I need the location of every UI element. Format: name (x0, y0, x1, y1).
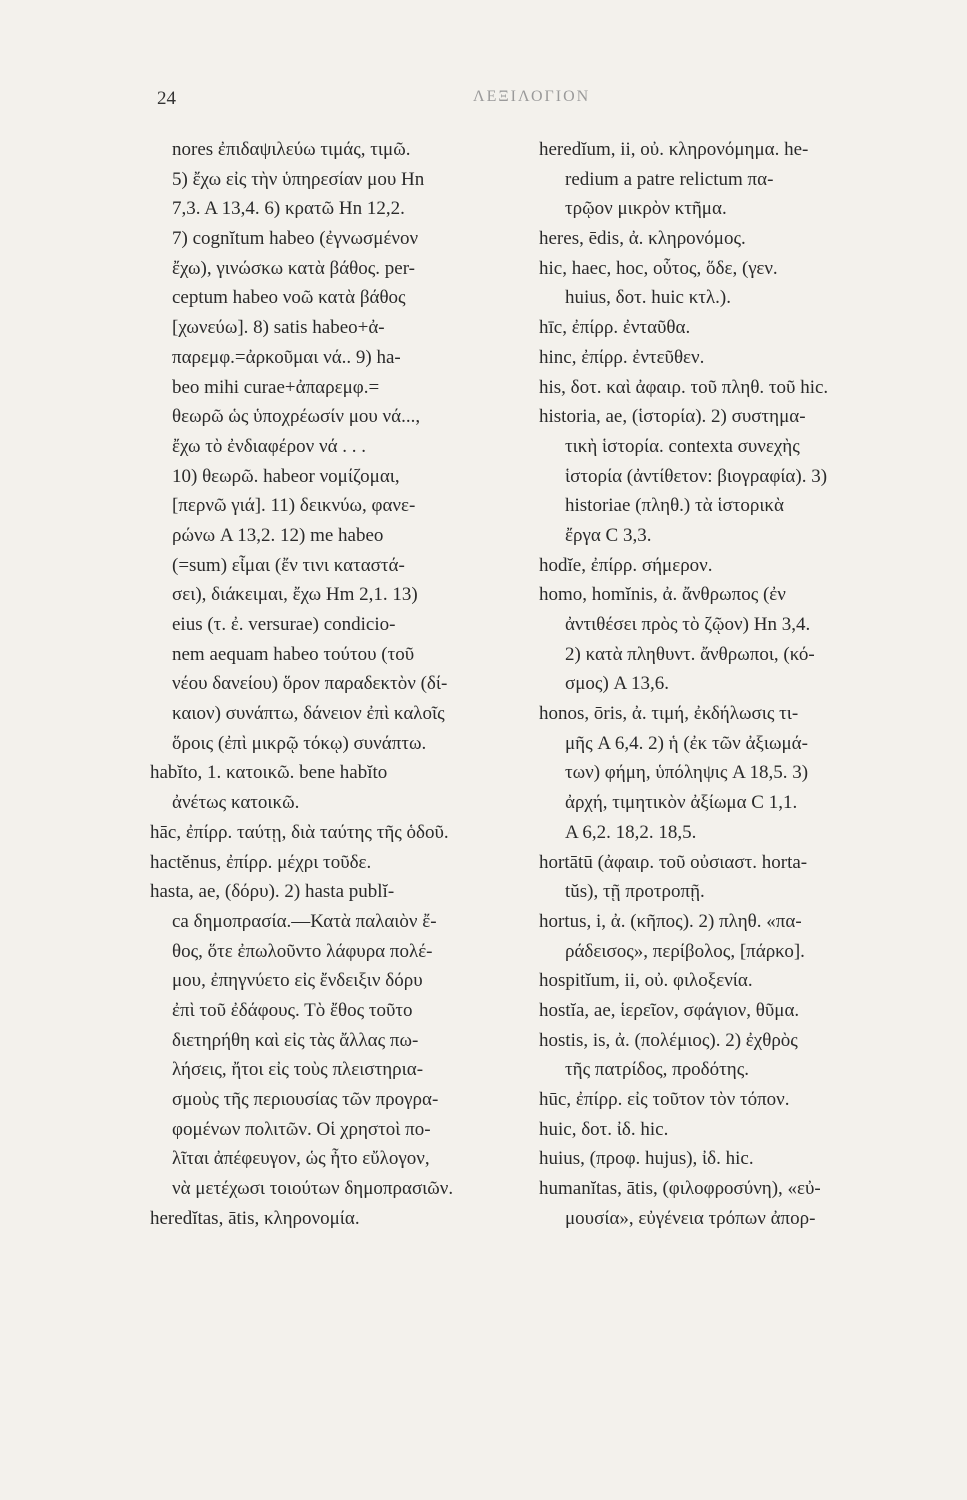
text-line: των) φήμη, ὑπόληψις A 18,5. 3) (565, 762, 809, 784)
text-line: ἔχω τὸ ἐνδιαφέρον νά . . . (172, 435, 367, 457)
text-line: μουσία», εὐγένεια τρόπων ἀπορ- (565, 1207, 816, 1229)
text-line: ἀνέτως κατοικῶ. (172, 792, 300, 814)
text-line: homo, homĭnis, ἀ. ἄνθρωπος (ἐν (539, 584, 786, 606)
text-line: νὰ μετέχωσι τοιούτων δημοπρασιῶν. (172, 1178, 454, 1200)
text-line: τικὴ ἱστορία. contexta συνεχὴς (565, 435, 800, 457)
text-line: hasta, ae, (δόρυ). 2) hasta publĭ- (150, 881, 395, 903)
text-line: nem aequam habeo τούτου (τοῦ (172, 643, 415, 665)
text-line: μου, ἐπηγνύετο εἰς ἔνδειξιν δόρυ (172, 970, 423, 992)
text-line: παρεμφ.=ἀρκοῦμαι νά.. 9) ha- (172, 346, 401, 368)
text-line: λῖται ἀπέφευγον, ὡς ἦτο εὔλογον, (172, 1148, 430, 1170)
text-line: heres, ēdis, ἀ. κληρονόμος. (539, 228, 746, 250)
text-line: μῆς A 6,4. 2) ἡ (ἐκ τῶν ἀξιωμά- (565, 732, 808, 754)
text-line: [χωνεύω]. 8) satis habeo+ἀ- (172, 317, 385, 339)
text-line: ἔχω), γινώσκω κατὰ βάθος. per- (172, 257, 415, 279)
text-line: ἔργα C 3,3. (565, 524, 652, 546)
text-line: σμοὺς τῆς περιουσίας τῶν προγρα- (172, 1089, 439, 1110)
page-number: 24 (157, 88, 176, 109)
running-title: ΛΕΞΙΛΟΓΙΟΝ (473, 88, 591, 105)
text-line: hīc, ἐπίρρ. ἐνταῦθα. (539, 317, 691, 339)
text-line: habĭto, 1. κατοικῶ. bene habĭto (150, 762, 388, 784)
text-line: heredĭtas, ātis, κληρονομία. (150, 1207, 360, 1229)
text-line: τρῷον μικρὸν κτῆμα. (565, 198, 727, 220)
text-line: honos, ōris, ἀ. τιμή, ἐκδήλωσις τι- (539, 703, 799, 725)
text-line: ρώνω A 13,2. 12) me habeo (172, 524, 384, 546)
text-line: θεωρῶ ὡς ὑποχρέωσίν μου νά..., (172, 406, 421, 428)
text-line: [περνῶ γιά]. 11) δεικνύω, φανε- (172, 495, 416, 517)
text-line: 7) cognĭtum habeo (ἐγνωσμένον (172, 228, 419, 250)
text-line: redium a patre relictum πα- (565, 168, 774, 190)
text-line: humanĭtas, ātis, (φιλοφροσύνη), «εὐ- (539, 1178, 821, 1200)
text-line: hodĭe, ἐπίρρ. σήμερον. (539, 554, 713, 576)
text-line: A 6,2. 18,2. 18,5. (565, 821, 697, 843)
text-line: θος, ὅτε ἐπωλοῦντο λάφυρα πολέ- (172, 940, 433, 962)
text-line: 7,3. A 13,4. 6) κρατῶ Hn 12,2. (172, 198, 405, 220)
text-line: ράδεισος», περίβολος, [πάρκο]. (565, 940, 805, 962)
right-column (539, 135, 934, 1233)
left-column (150, 135, 518, 1233)
text-line: ἀρχή, τιμητικὸν ἀξίωμα C 1,1. (565, 792, 798, 814)
text-line: τῆς πατρίδος, προδότης. (565, 1059, 749, 1081)
text-line: ἱστορία (ἀντίθετον: βιογραφία). 3) (565, 465, 828, 487)
text-line: historia, ae, (ἱστορία). 2) συστημα- (539, 406, 806, 428)
text-line: καιον) συνάπτω, δάνειον ἐπὶ καλοῖς (172, 703, 445, 725)
text-line: tŭs), τῇ προτροπῇ. (565, 881, 705, 903)
text-line: eius (τ. ἐ. versurae) condicio- (172, 614, 396, 635)
text-line: 10) θεωρῶ. habeor νομίζομαι, (172, 465, 400, 487)
text-line: νέου δανείου) ὅρον παραδεκτὸν (δί- (172, 673, 448, 695)
text-line: beo mihi curae+ἀπαρεμφ.= (172, 376, 380, 398)
text-line: 2) κατὰ πληθυντ. ἄνθρωποι, (κό- (565, 643, 815, 665)
text-line: φομένων πολιτῶν. Οἱ χρηστοὶ πο- (172, 1118, 431, 1140)
text-line: hospitĭum, ii, οὐ. φιλοξενία. (539, 970, 753, 992)
text-line: hic, haec, hoc, οὗτος, ὅδε, (γεν. (539, 257, 778, 279)
text-line: ἐπὶ τοῦ ἐδάφους. Τὸ ἔθος τοῦτο (172, 999, 413, 1021)
text-line: hostis, is, ἀ. (πολέμιος). 2) ἐχθρὸς (539, 1029, 798, 1051)
text-line: ceptum habeo νοῶ κατὰ βάθος (172, 287, 406, 309)
text-line: hortātū (ἀφαιρ. τοῦ οὐσιαστ. horta- (539, 851, 808, 873)
text-line: heredĭum, ii, οὐ. κληρονόμημα. he- (539, 139, 809, 160)
text-line: hortus, i, ἀ. (κῆπος). 2) πληθ. «πα- (539, 910, 802, 932)
text-line: huius, δοτ. huic κτλ.). (565, 287, 731, 309)
text-line: hūc, ἐπίρρ. εἰς τοῦτον τὸν τόπον. (539, 1089, 790, 1110)
text-line: ὅροις (ἐπὶ μικρῷ τόκῳ) συνάπτω. (172, 732, 427, 754)
text-line: λήσεις, ἤτοι εἰς τοὺς πλειστηρια- (172, 1059, 424, 1081)
text-line: σμος) A 13,6. (565, 673, 669, 695)
text-line: nores ἐπιδαψιλεύω τιμάς, τιμῶ. (172, 139, 411, 160)
text-line: 5) ἔχω εἰς τὴν ὑπηρεσίαν μου Hn (172, 168, 425, 190)
text-line: huic, δοτ. ἰδ. hic. (539, 1118, 669, 1140)
text-line: διετηρήθη καὶ εἰς τὰς ἄλλας πω- (172, 1029, 419, 1051)
text-line: hactĕnus, ἐπίρρ. μέχρι τοῦδε. (150, 851, 372, 873)
text-line: σει), διάκειμαι, ἔχω Hm 2,1. 13) (172, 584, 418, 606)
text-line: ἀντιθέσει πρὸς τὸ ζῷον) Hn 3,4. (565, 614, 811, 635)
text-line: (=sum) εἶμαι (ἔν τινι καταστά- (172, 554, 405, 576)
text-line: his, δοτ. καὶ ἀφαιρ. τοῦ πληθ. τοῦ hic. (539, 376, 829, 398)
text-line: hostĭa, ae, ἱερεῖον, σφάγιον, θῦμα. (539, 999, 800, 1021)
text-line: huius, (προφ. hujus), ἰδ. hic. (539, 1148, 754, 1170)
text-line: hinc, ἐπίρρ. ἐντεῦθεν. (539, 346, 705, 368)
text-line: ca δημοπρασία.—Κατὰ παλαιὸν ἔ- (172, 910, 437, 932)
text-line: hāc, ἐπίρρ. ταύτῃ, διὰ ταύτης τῆς ὁδοῦ. (150, 821, 449, 843)
text-line: historiae (πληθ.) τὰ ἱστορικὰ (565, 495, 784, 517)
